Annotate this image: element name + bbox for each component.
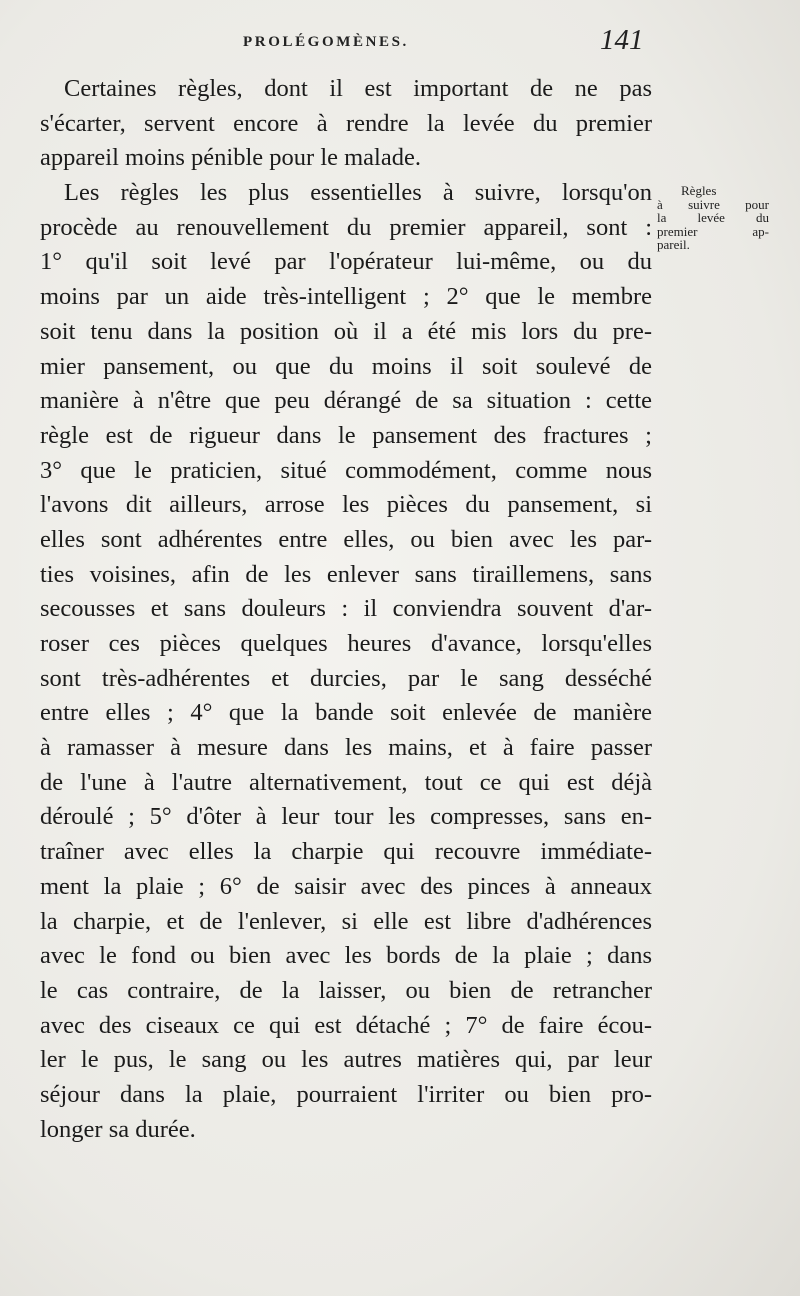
paragraph-2-line: de l'une à l'autre alternativement, tout ce qui est déjà [40,768,652,796]
paragraph-2-line: à ramasser à mesure dans les mains, et à faire passer [40,734,652,762]
paragraph-2-line: avec des ciseaux ce qui est détaché ; 7° de faire écou- [40,1011,652,1039]
paragraph-2-line: 1° qu'il soit levé par l'opérateur lui-même, ou du [40,248,652,276]
margin-note-line: premier ap- [657,223,769,239]
paragraph-2-line: roser ces pièces quelques heures d'avance, lorsqu'elles [40,630,652,657]
paragraph-1-line: s'écarter, servent encore à rendre la levée du premier [40,109,652,137]
paragraph-2-line: moins par un aide très-intelligent ; 2° que le membre [40,283,652,311]
paragraph-2-line: règle est de rigueur dans le pansement des fractures ; [40,421,652,449]
paragraph-2-line: ties voisines, afin de les enlever sans tiraillemens, sans [40,560,652,588]
paragraph-2-line: ler le pus, le sang ou les autres matières qui, par leur [40,1046,652,1074]
paragraph-2-line: longer sa durée. [40,1115,196,1143]
paragraph-2-line: elles sont adhérentes entre elles, ou bien avec les par- [40,525,652,553]
paragraph-1-line: Certaines règles, dont il est important de ne pas [64,75,652,102]
paragraph-2-line: sont très-adhérentes et durcies, par le sang desséché [40,664,652,692]
paragraph-2-line: la charpie, et de l'enlever, si elle est libre d'adhérences [40,907,652,935]
paragraph-2-line: déroulé ; 5° d'ôter à leur tour les compresses, sans en- [40,803,652,831]
paragraph-2-line: secousses et sans douleurs : il conviendra souvent d'ar- [40,595,652,623]
paragraph-2-line: séjour dans la plaie, pourraient l'irriter ou bien pro- [40,1080,652,1108]
paragraph-2-line: traîner avec elles la charpie qui recouvre immédiate- [40,838,652,866]
paragraph-1-line: appareil moins pénible pour le malade. [40,144,421,172]
paragraph-2-line: procède au renouvellement du premier appareil, sont : [40,213,652,241]
paragraph-2-line: 3° que le praticien, situé commodément, comme nous [40,456,652,484]
page-number: 141 [600,24,644,56]
margin-note-line: pareil. [657,237,690,252]
paragraph-2-line: manière à n'être que peu dérangé de sa situation : cette [40,387,652,415]
paragraph-2-line: ment la plaie ; 6° de saisir avec des pinces à anneaux [40,872,652,900]
paragraph-2-line: le cas contraire, de la laisser, ou bien de retrancher [40,976,652,1004]
paragraph-2-line: l'avons dit ailleurs, arrose les pièces du pansement, si [40,491,652,519]
paragraph-2-line: entre elles ; 4° que la bande soit enlevée de manière [40,699,652,727]
paragraph-2-line: Les règles les plus essentielles à suivre, lorsqu'on [64,179,652,207]
running-title: PROLÉGOMÈNES. [243,34,409,50]
margin-note-line: Règles [681,183,717,198]
body-text [40,72,652,1147]
margin-note [657,184,769,252]
margin-note-line: à suivre pour [657,196,769,212]
paragraph-2-line: soit tenu dans la position où il a été mis lors du pre- [40,317,652,345]
paragraph-2-line: avec le fond ou bien avec les bords de la plaie ; dans [40,942,652,970]
margin-note-line: la levée du [657,210,769,225]
paragraph-2-line: mier pansement, ou que du moins il soit soulevé de [40,352,652,380]
